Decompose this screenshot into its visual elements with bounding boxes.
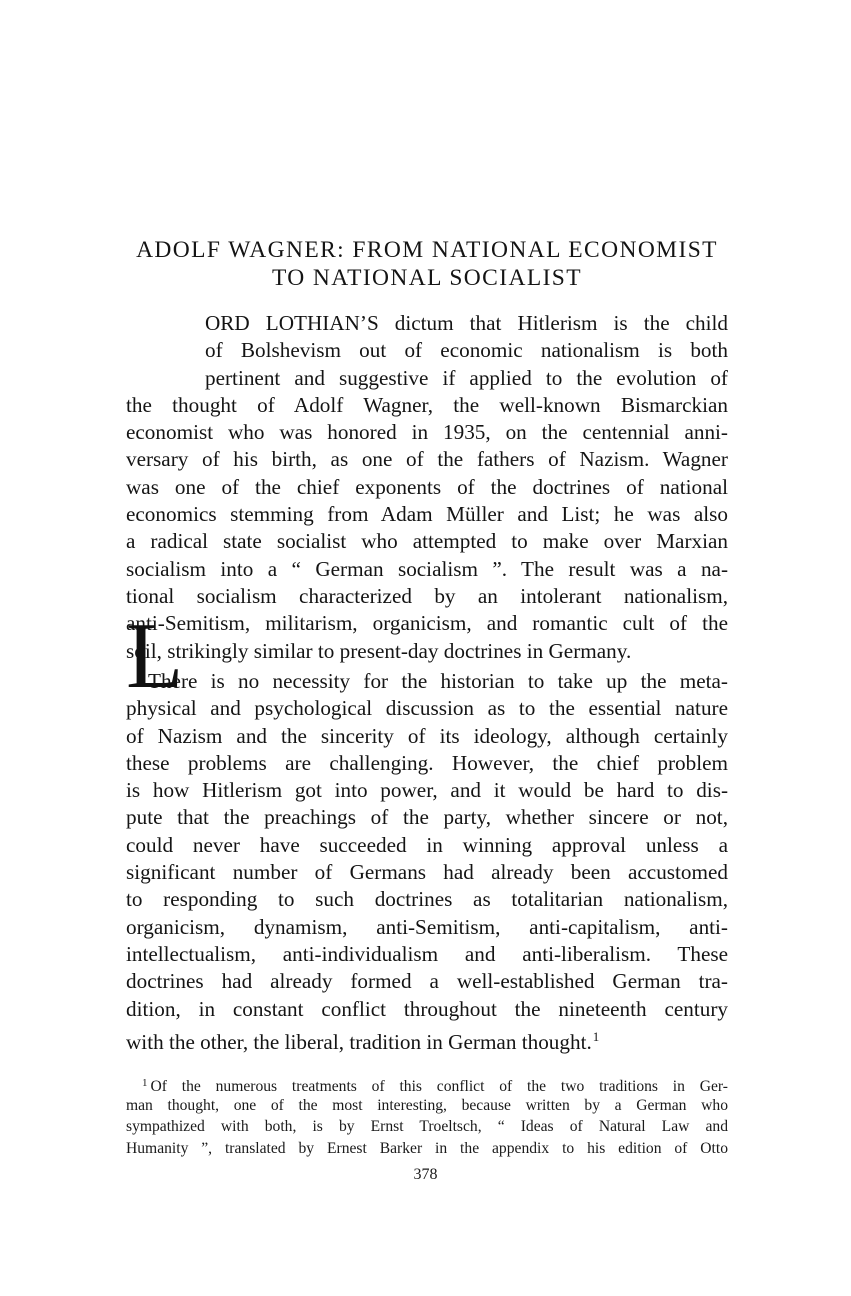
paragraph-line: was one of the chief exponents of the doctrines of national bbox=[126, 474, 728, 499]
paragraph-line: the thought of Adolf Wagner, the well-known Bismarckian bbox=[126, 392, 728, 417]
paragraph-line: tional socialism characterized by an intolerant nationalism, bbox=[126, 583, 728, 608]
paragraph-line: organicism, dynamism, anti-Semitism, anti-capitalism, anti- bbox=[126, 914, 728, 939]
paragraph-line: versary of his birth, as one of the fathers of Nazism. Wagner bbox=[126, 447, 728, 472]
footnote-line: Humanity ”, translated by Ernest Barker in the appendix to his edition of Otto bbox=[126, 1139, 728, 1157]
paragraph-line: economist who was honored in 1935, on the centennial anni- bbox=[126, 420, 728, 445]
footnote-line: sympathized with both, is by Ernst Troeltsch, “ Ideas of Natural Law and bbox=[126, 1118, 728, 1136]
paragraph-line: a radical state socialist who attempted to make over Marxian bbox=[126, 529, 728, 554]
footnote-text: Of the numerous treatments of this conflict of the two traditions in Ger- bbox=[150, 1078, 728, 1095]
footnote-line bbox=[126, 1073, 728, 1095]
paragraph-line: could never have succeeded in winning approval unless a bbox=[126, 832, 728, 857]
paragraph-2 bbox=[126, 668, 728, 1054]
paragraph-line: soil, strikingly similar to present-day doctrines in Germany. bbox=[126, 638, 632, 663]
paragraph-line: to responding to such doctrines as totalitarian nationalism, bbox=[126, 887, 728, 912]
paragraph-line: ORD LOTHIAN’S dictum that Hitlerism is the child bbox=[205, 311, 728, 335]
article-title-line-2: TO NATIONAL SOCIALIST bbox=[271, 265, 583, 291]
paragraph-line: socialism into a “ German socialism ”. The result was a na- bbox=[126, 556, 728, 581]
page-number: 378 bbox=[413, 1166, 438, 1183]
paragraph-line-text: with the other, the liberal, tradition in German thought. bbox=[126, 1029, 592, 1054]
paragraph-line: doctrines had already formed a well-established German tra- bbox=[126, 969, 728, 994]
paragraph-last-line bbox=[126, 1023, 728, 1054]
paragraph-line: economics stemming from Adam Müller and List; he was also bbox=[126, 502, 728, 527]
paragraph-line: of Nazism and the sincerity of its ideology, although certainly bbox=[126, 723, 728, 748]
footnote-block bbox=[126, 1073, 728, 1159]
drop-cap: L bbox=[126, 604, 184, 708]
paragraph-line: anti-Semitism, militarism, organicism, and romantic cult of the bbox=[126, 611, 728, 636]
paragraph-line: There is no necessity for the historian to take up the meta- bbox=[148, 669, 728, 693]
paragraph-line: pute that the preachings of the party, whether sincere or not, bbox=[126, 805, 728, 830]
paragraph-line: significant number of Germans had already been accustomed bbox=[126, 860, 728, 885]
footnote-marker: 1 bbox=[142, 1077, 148, 1089]
paragraph-line: intellectualism, anti-individualism and anti-liberalism. These bbox=[126, 941, 728, 966]
paragraph-line: pertinent and suggestive if applied to the evolution of bbox=[205, 365, 728, 390]
paragraph-line: is how Hitlerism got into power, and it would be hard to dis- bbox=[126, 778, 728, 803]
paragraph-line: physical and psychological discussion as to the essential nature bbox=[126, 696, 728, 721]
paragraph-line: these problems are challenging. However, the chief problem bbox=[126, 750, 728, 775]
footnote-line: man thought, one of the most interesting, because written by a German who bbox=[126, 1096, 728, 1114]
footnote-reference[interactable]: 1 bbox=[592, 1028, 600, 1044]
article-title-line-1: ADOLF WAGNER: FROM NATIONAL ECONOMIST bbox=[136, 237, 718, 263]
paragraph-line: dition, in constant conflict throughout the nineteenth century bbox=[126, 996, 728, 1021]
paragraph-line: of Bolshevism out of economic nationalism is both bbox=[205, 338, 728, 363]
